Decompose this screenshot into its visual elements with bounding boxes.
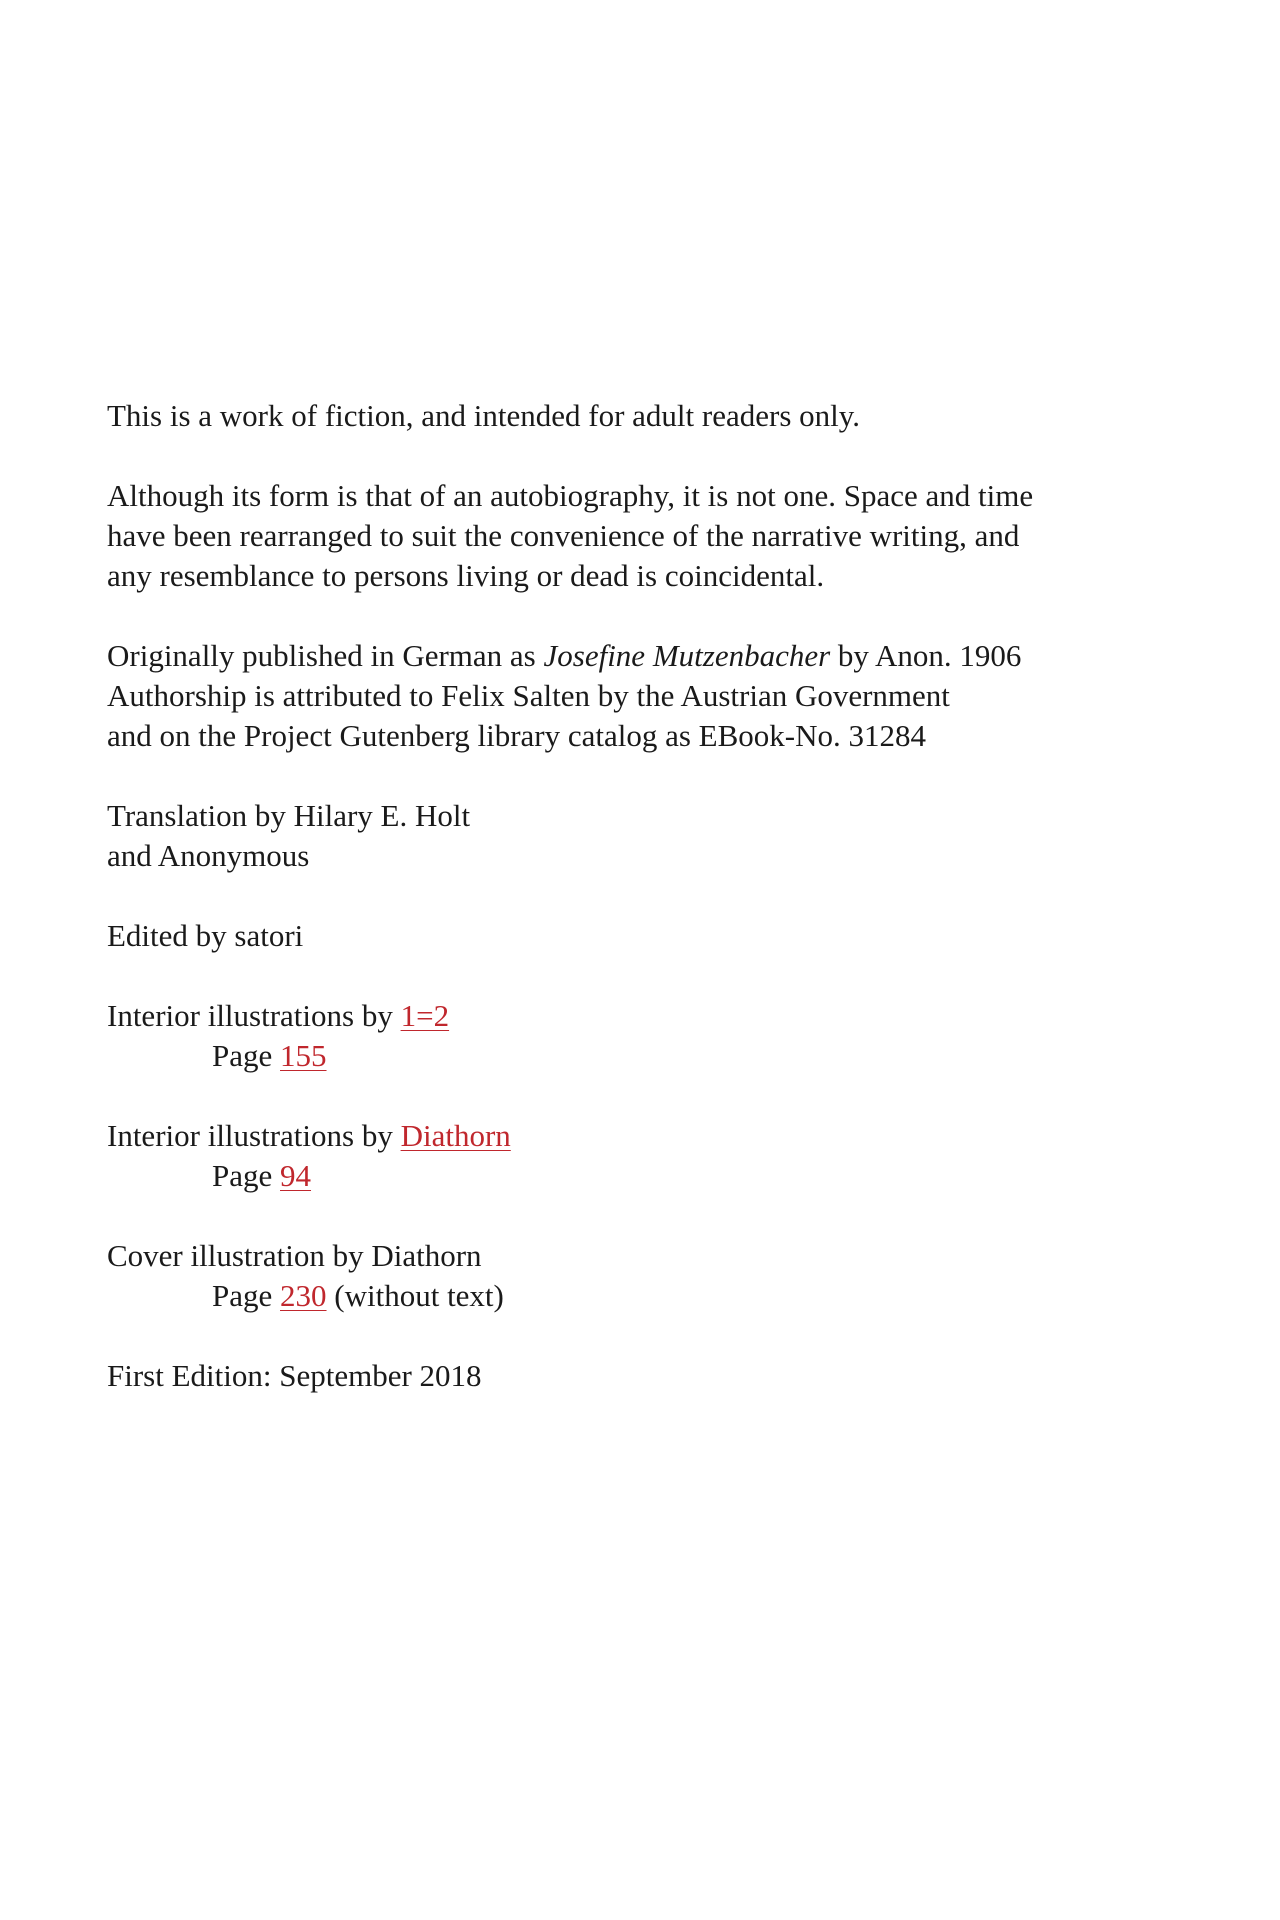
origin-line-1 <box>107 636 1187 676</box>
illustrations-2-paragraph <box>107 1116 1187 1196</box>
translation-line-2: and Anonymous <box>107 838 310 873</box>
cover-paragraph <box>107 1236 1187 1316</box>
cover-line: Cover illustration by Diathorn <box>107 1238 482 1273</box>
translation-paragraph <box>107 796 1187 876</box>
illustrations-1-prefix: Interior illustrations by <box>107 998 401 1033</box>
illustrations-1-page-prefix: Page <box>212 1038 281 1073</box>
copyright-text-block <box>107 396 1187 1396</box>
form-notice-line-3: any resemblance to persons living or dead is coincidental. <box>107 558 825 593</box>
illustrator-1-link[interactable]: 1=2 <box>400 998 450 1033</box>
form-notice-line-2: have been rearranged to suit the convenience of the narrative writing, and <box>107 518 1020 553</box>
illustrator-2-link[interactable]: Diathorn <box>400 1118 511 1153</box>
illustrations-1-line <box>107 996 1187 1036</box>
illustrations-1-page-link[interactable]: 155 <box>280 1038 327 1073</box>
form-notice-paragraph <box>107 476 1187 596</box>
origin-prefix: Originally published in German as <box>107 638 544 673</box>
edition-line: First Edition: September 2018 <box>107 1358 482 1393</box>
illustrations-2-page-link[interactable]: 94 <box>280 1158 312 1193</box>
form-notice-line-1: Although its form is that of an autobiography, it is not one. Space and time <box>107 478 1034 513</box>
edition-paragraph <box>107 1356 1187 1396</box>
illustrations-2-page-line <box>107 1156 1187 1196</box>
illustrations-2-page-prefix: Page <box>212 1158 281 1193</box>
editor-paragraph <box>107 916 1187 956</box>
original-title: Josefine Mutzenbacher <box>543 638 831 673</box>
origin-line-2: Authorship is attributed to Felix Salten by the Austrian Government <box>107 678 950 713</box>
illustrations-2-line <box>107 1116 1187 1156</box>
disclaimer-paragraph <box>107 396 1187 436</box>
translation-line-1: Translation by Hilary E. Holt <box>107 798 471 833</box>
origin-paragraph <box>107 636 1187 756</box>
cover-page-suffix: (without text) <box>326 1278 504 1313</box>
origin-line-3: and on the Project Gutenberg library catalog as EBook-No. 31284 <box>107 718 927 753</box>
cover-page-line <box>107 1276 1187 1316</box>
illustrations-2-prefix: Interior illustrations by <box>107 1118 401 1153</box>
illustrations-1-paragraph <box>107 996 1187 1076</box>
disclaimer-line: This is a work of fiction, and intended for adult readers only. <box>107 398 860 433</box>
cover-page-prefix: Page <box>212 1278 281 1313</box>
illustrations-1-page-line <box>107 1036 1187 1076</box>
cover-page-link[interactable]: 230 <box>280 1278 327 1313</box>
editor-line: Edited by satori <box>107 918 304 953</box>
origin-suffix: by Anon. 1906 <box>830 638 1022 673</box>
